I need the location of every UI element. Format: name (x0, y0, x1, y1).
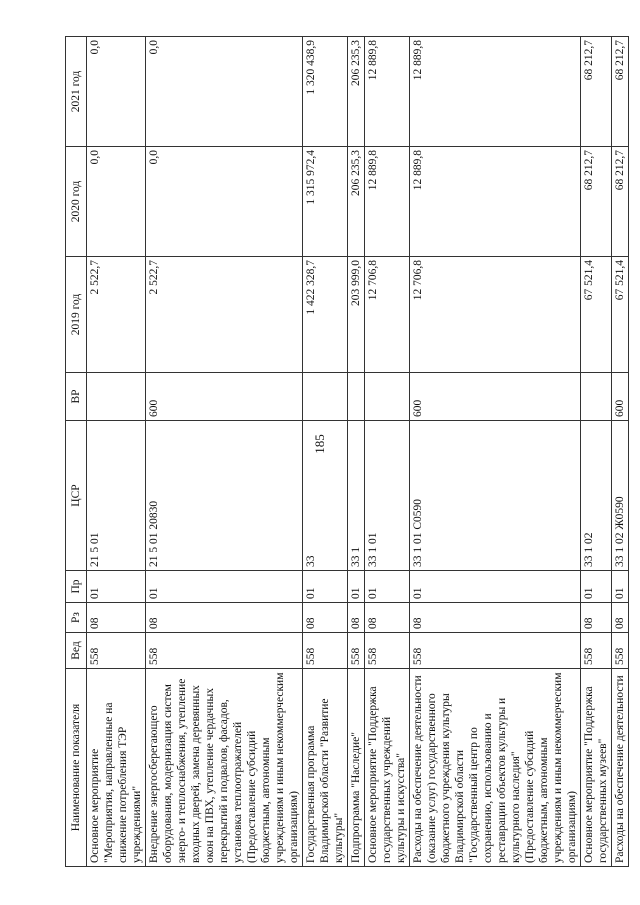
value-2020: 0,0 (87, 147, 146, 257)
value-2020: 0,0 (146, 147, 303, 257)
table-row (303, 37, 348, 867)
value-2019: 2 522,7 (87, 257, 146, 373)
value-2021: 68 212,7 (581, 37, 612, 147)
header-cell: Пр (66, 571, 87, 603)
row-name: Подпрограмма "Наследие" (348, 669, 365, 867)
vr-cell (348, 373, 365, 421)
value-2019: 67 521,4 (581, 257, 612, 373)
ved-cell: 558 (146, 633, 303, 669)
rz-cell: 08 (87, 603, 146, 633)
row-name: Государственная программа Владимирской области "Развитие культуры" (303, 669, 348, 867)
table-row (348, 37, 365, 867)
value-2019: 203 999,0 (348, 257, 365, 373)
header-cell: Рз (66, 603, 87, 633)
csr-cell: 33 1 01 (365, 421, 410, 571)
pr-cell: 01 (410, 571, 581, 603)
csr-cell: 21 5 01 (87, 421, 146, 571)
value-2020: 68 212,7 (581, 147, 612, 257)
value-2021: 1 320 438,9 (303, 37, 348, 147)
vr-cell: 600 (410, 373, 581, 421)
rz-cell: 08 (146, 603, 303, 633)
value-2019: 12 706,8 (410, 257, 581, 373)
table-row (146, 37, 303, 867)
vr-cell (581, 373, 612, 421)
ved-cell: 558 (581, 633, 612, 669)
value-2021: 12 889,8 (410, 37, 581, 147)
pr-cell: 01 (348, 571, 365, 603)
budget-table (65, 36, 629, 867)
rz-cell: 08 (365, 603, 410, 633)
header-row (66, 37, 87, 867)
ved-cell: 558 (365, 633, 410, 669)
csr-cell: 33 (303, 421, 348, 571)
value-2021: 68 212,7 (612, 37, 629, 147)
page-number: 185 (312, 434, 327, 454)
row-name: Основное мероприятие "Мероприятия, направленные на снижение потребления ТЭР учреждениями" (87, 669, 146, 867)
value-2021: 12 889,8 (365, 37, 410, 147)
vr-cell (303, 373, 348, 421)
ved-cell: 558 (87, 633, 146, 669)
rotated-page (65, 37, 626, 867)
row-name: Внедрение энергосберегающего оборудования, модернизация систем энерго- и теплоснабжения, утепление входных дверей, замена деревянных окон на ПВХ, утепление чердачных перекрытий и подвалов, фасадов, установка теплоотражателей (Предоставление субсидий бюджетным, автономным учреждениям и иным некоммерческим организациям) (146, 669, 303, 867)
csr-cell: 21 5 01 20830 (146, 421, 303, 571)
value-2019: 12 706,8 (365, 257, 410, 373)
ved-cell: 558 (410, 633, 581, 669)
pr-cell: 01 (303, 571, 348, 603)
pr-cell: 01 (87, 571, 146, 603)
rz-cell: 08 (303, 603, 348, 633)
csr-cell: 33 1 02 Ж0590 (612, 421, 629, 571)
value-2019: 67 521,4 (612, 257, 629, 373)
header-cell: ВР (66, 373, 87, 421)
vr-cell: 600 (146, 373, 303, 421)
vr-cell (87, 373, 146, 421)
table-row (410, 37, 581, 867)
header-cell: 2020 год (66, 147, 87, 257)
rz-cell: 08 (612, 603, 629, 633)
header-cell: ЦСР (66, 421, 87, 571)
vr-cell: 600 (612, 373, 629, 421)
pr-cell: 01 (581, 571, 612, 603)
csr-cell: 33 1 02 (581, 421, 612, 571)
header-cell: 2019 год (66, 257, 87, 373)
table-row (365, 37, 410, 867)
vr-cell (365, 373, 410, 421)
row-name: Основное мероприятие "Поддержка государственных учреждений культуры и искусства" (365, 669, 410, 867)
value-2021: 0,0 (146, 37, 303, 147)
pr-cell: 01 (365, 571, 410, 603)
pr-cell: 01 (146, 571, 303, 603)
header-cell: Вед (66, 633, 87, 669)
header-cell: Наименование показателя (66, 669, 87, 867)
value-2020: 12 889,8 (365, 147, 410, 257)
value-2021: 0,0 (87, 37, 146, 147)
csr-cell: 33 1 (348, 421, 365, 571)
ved-cell: 558 (612, 633, 629, 669)
pr-cell: 01 (612, 571, 629, 603)
rz-cell: 08 (348, 603, 365, 633)
ved-cell: 558 (303, 633, 348, 669)
value-2019: 1 422 328,7 (303, 257, 348, 373)
rz-cell: 08 (410, 603, 581, 633)
value-2020: 12 889,8 (410, 147, 581, 257)
rz-cell: 08 (581, 603, 612, 633)
ved-cell: 558 (348, 633, 365, 669)
value-2021: 206 235,3 (348, 37, 365, 147)
value-2020: 1 315 972,4 (303, 147, 348, 257)
value-2020: 68 212,7 (612, 147, 629, 257)
table-row (87, 37, 146, 867)
row-name: Основное мероприятие "Поддержка государственных музеев" (581, 669, 612, 867)
value-2019: 2 522,7 (146, 257, 303, 373)
row-name: Расходы на обеспечение деятельности (612, 669, 629, 867)
table-row (581, 37, 612, 867)
value-2020: 206 235,3 (348, 147, 365, 257)
table-row (612, 37, 629, 867)
row-name: Расходы на обеспечение деятельности (оказание услуг) государственного бюджетного учреждения культуры Владимирской области "Государственный центр по сохранению, использованию и реставрации объектов культуры и культурного наследия" (Предоставление субсидий бюджетным, автономным учреждениям и иным некоммерческим организациям) (410, 669, 581, 867)
header-cell: 2021 год (66, 37, 87, 147)
csr-cell: 33 1 01 С0590 (410, 421, 581, 571)
